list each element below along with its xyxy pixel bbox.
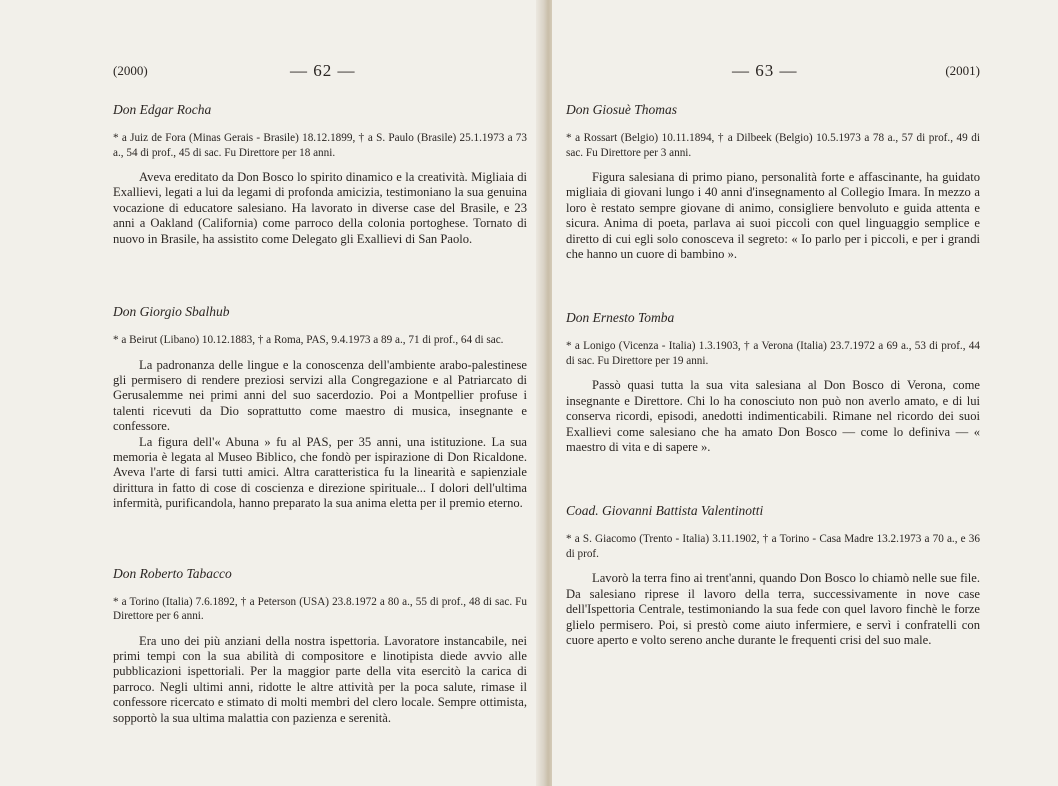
obituary-entry: [566, 503, 980, 648]
entry-dates: * a Torino (Italia) 7.6.1892, † a Peterson (USA) 23.8.1972 a 80 a., 55 di prof., 48 di sac. Fu Direttore per 6 anni.: [113, 595, 527, 623]
page-number: — 63 —: [732, 61, 798, 80]
entry-name: Don Giosuè Thomas: [566, 102, 678, 117]
entry-dates: * a Rossart (Belgio) 10.11.1894, † a Dilbeek (Belgio) 10.5.1973 a 78 a., 57 di prof., 49 di sac. Fu Direttore per 3 anni.: [566, 132, 980, 159]
obituary-entry: [113, 566, 527, 726]
entry-paragraph: Figura salesiana di primo piano, personalità forte e affascinante, ha guidato migliaia di giovani lungo i 40 anni d'insegnamento al Collegio Imara. In mezzo a loro è restato sempre giovane di animo, consigliere benvoluto e guida attenta e sicura. Anima di poeta, parlava ai suoi piccoli con quel linguaggio semplice e diretto di cui egli solo conosceva il segreto: « Io parlo per i piccoli, e per i grandi che hanno un cuore di bambino ».: [566, 170, 980, 262]
entry-paragraph: Aveva ereditato da Don Bosco lo spirito dinamico e la creatività. Migliaia di Exallievi, legati a lui da legami di profonda amicizia, testimoniano la sua genuina vocazione di educatore salesiano. Ha lavorato in diverse case del Brasile, e 23 anni a Oakland (California) come parroco della colonia portoghese. Tornato di nuovo in Brasile, ha assistito come Delegato gli Exallievi di San Paolo.: [113, 170, 527, 246]
entry-name: Coad. Giovanni Battista Valentinotti: [566, 503, 764, 519]
entry-name: Don Giorgio Sbalhub: [113, 304, 230, 320]
obituary-entry: [113, 304, 527, 512]
entry-paragraph: La figura dell'« Abuna » fu al PAS, per 35 anni, una istituzione. La sua memoria è legata al Museo Biblico, che fondò per ispirazione di Don Ricaldone. Aveva l'arte di farsi tutti amici. Altra caratteristica fu la linearità e sapienziale dirittura in fatto di cose di coscienza e direzione spirituale... I dolori dell'ultima infermità, purificandola, hanno preparato la sua anima eletta per il premio eterno.: [113, 434, 527, 511]
obituary-entry: [566, 310, 980, 455]
entry-dates: * a Beirut (Libano) 10.12.1883, † a Roma, PAS, 9.4.1973 a 89 a., 71 di prof., 64 di sac.: [113, 334, 504, 347]
entry-dates: * a S. Giacomo (Trento - Italia) 3.11.1902, † a Torino - Casa Madre 13.2.1973 a 70 a., e 36 di prof.: [566, 533, 980, 560]
entry-paragraph: Passò quasi tutta la sua vita salesiana al Don Bosco di Verona, come insegnante e Direttore. Chi lo ha conosciuto non può non averlo amato, e di lui conserva ricordi, episodi, anedotti indimenticabili. Rimane nel ricordo dei suoi Exallievi come salesiano che ha amato Don Bosco — come lo definiva — « maestro di vita e di sapere ».: [566, 378, 980, 455]
entry-paragraph: Era uno dei più anziani della nostra ispettoria. Lavoratore instancabile, nei primi tempi con la sua abilità di compositore e linotipista diede avvio alle pubblicazioni ispettoriali. Per la maggior parte della vita esercitò la carica di parroco. Negli ultimi anni, ridotte le altre attività per la poca salute, rimase il confessore ricercato e stimato di molti membri del clero locale. Sempre ottimista, sopportò la sua ultima malattia con pazienza e serenità.: [113, 633, 527, 725]
right-page-header: [566, 62, 980, 88]
entry-dates: * a Juiz de Fora (Minas Gerais - Brasile) 18.12.1899, † a S. Paulo (Brasile) 25.1.1973 a 73 a., 54 di prof., 45 di sac. Fu Direttore per 18 anni.: [113, 132, 527, 159]
entry-name: Don Roberto Tabacco: [113, 565, 232, 581]
obituary-entry: [566, 102, 980, 262]
page-year: (2001): [945, 63, 980, 78]
entry-paragraph: La padronanza delle lingue e la conoscenza dell'ambiente arabo-palestinese gli permisero di rendere preziosi servizi alla Congregazione e al Patriarcato di Gerusalemme nei primi anni del suo sacerdozio. Poi a Montpellier profuse i talenti ricevuti da Dio soprattutto come maestro di musica, insegnante e confessore.: [113, 357, 527, 434]
right-page: [552, 0, 1058, 786]
entry-name: Don Edgar Rocha: [113, 102, 212, 117]
entry-dates: * a Lonigo (Vicenza - Italia) 1.3.1903, † a Verona (Italia) 23.7.1972 a 69 a., 53 di prof., 44 di sac. Fu Direttore per 19 anni.: [566, 340, 980, 367]
obituary-entry: [113, 102, 527, 247]
page-year: (2000): [113, 63, 148, 78]
left-page-header: [113, 62, 527, 88]
entry-paragraph: Lavorò la terra fino ai trent'anni, quando Don Bosco lo chiamò nelle sue file. Da salesiano riprese il lavoro della terra, successivamente in nove case dell'Ispettoria Centrale, testimoniando la sua fede con quel lavoro finchè le forze glielo permisero. Poi, si prestò come aiuto infermiere, e servì i confratelli con cuore aperto e volto sereno anche durante le frequenti crisi del suo male.: [566, 571, 980, 648]
entry-name: Don Ernesto Tomba: [566, 310, 675, 326]
page-number: — 62 —: [290, 61, 356, 80]
